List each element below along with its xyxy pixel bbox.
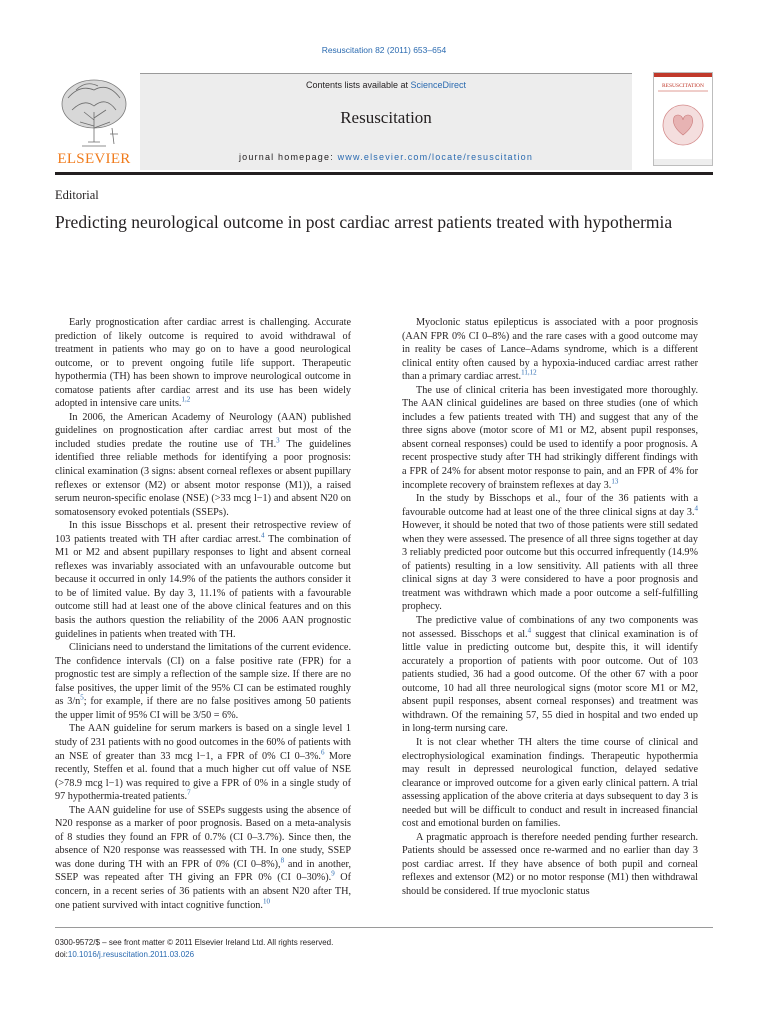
paragraph: The predictive value of combinations of any two components was not assessed. Bisschops et al.$^4$ suggest that clinical examination is of little value in predicting outcome but, despite this, it will identify accurately a proportion of patients with poor outcome. Out of 103 patients studied, 36 had a good outcome. Of the other 67 with a poor outcome, 10 had all three neurological signs (motor score M1 or M2, absent pupil responses, absent corneal responses) and treatment was withdrawn. Of the remaining 57, 55 died in hospital and two ended up in long-term nursing care.: [402, 615, 698, 735]
paragraph: The use of clinical criteria has been investigated more thoroughly. The AAN clinical guidelines are based on three studies (one of which includes a few patients treated with TH) and suggest that any of the three signs above (motor score of M1 or M2, absent pupil responses, absent corneal responses) could be used to identify a poor prognosis. A recent prospective study after TH had strikingly different findings with a FPR of 24% for absent motor response to pain, and an FPR of 4% for incomplete recovery of brainstem reflexes at day 3.13: [402, 384, 698, 491]
paragraph: Early prognostication after cardiac arrest is challenging. Accurate prediction of likely outcome is required to avoid withdrawal of treatment in patients who may go on to have a good neurological outcome, or to prevent ongoing futile life support. Therapeutic hypothermia (TH) has been shown to improve neurological outcome in comatose patients after cardiac arrest and its use has been widely adopted in intensive care units.$^{1,2}$: [55, 317, 351, 410]
reference-link[interactable]: 4: [694, 504, 698, 513]
homepage-link[interactable]: www.elsevier.com/locate/resuscitation: [337, 152, 534, 162]
reference-link[interactable]: 6: [320, 748, 325, 757]
paragraph: Myoclonic status epilepticus is associated with a poor prognosis (AAN FPR 0% CI 0–8%) and the rare cases with a good outcome may in reality be cases of Lance–Adams syndrome, which is a different clinical entity often caused by a hypoxia-induced cardiac arrest rather than a primary cardiac arrest.$^{11,12}$: [402, 317, 698, 383]
reference-link[interactable]: 3: [276, 436, 280, 445]
elsevier-wordmark[interactable]: ELSEVIER: [57, 151, 131, 167]
homepage-prefix: journal homepage:: [238, 152, 338, 162]
tree-icon: [54, 76, 134, 152]
paragraph: In this issue Bisschops et al. present their retrospective review of 103 patients treated with TH after cardiac arrest.$^4$ The combination of M1 or M2 and absent pupillary responses to light and absent corneal reflexes was invariably associated with an unfavourable outcome but because it occurred in only 14.9% of the patients the authors consider it to be of limited value. By day 3, 11.1% of patients with a favourable outcome still had at least one of the above clinical features and on this basis the authors question the reliability of the 2006 AAN prognostic guidelines in patients when treated with TH.: [55, 520, 351, 640]
reference-link[interactable]: 13: [611, 477, 619, 486]
article-title: Predicting neurological outcome in post cardiac arrest patients treated with hypothermia: [55, 212, 673, 232]
journal-homepage: [140, 152, 632, 162]
footer: [55, 937, 333, 961]
cover-image: [654, 73, 712, 165]
header-bottom-rule: [55, 172, 713, 175]
reference-link[interactable]: 4: [261, 531, 265, 540]
paragraph: The AAN guideline for serum markers is based on a single level 1 study of 231 patients with no good outcomes in the 60% of patients with an NSE of greater than 33 mcg l−1, a FPR of 0% CI 0–3%.$^6$ More recently, Steffen et al. found that a much higher cut off value of NSE (>78.9 mcg l−1) was required to give a FPR of 0% in a single study of 97 hypothermia-treated patients.$^7$: [55, 723, 351, 803]
cover-title: RESUSCITATION: [661, 83, 705, 89]
issn-copyright: 0300-9572/$ – see front matter © 2011 Elsevier Ireland Ltd. All rights reserved.: [55, 938, 334, 947]
reference-link[interactable]: 7: [187, 788, 191, 797]
doi-link[interactable]: 10.1016/j.resuscitation.2011.03.026: [67, 950, 195, 959]
journal-citation[interactable]: Resuscitation 82 (2011) 653–654: [321, 45, 447, 55]
reference-link[interactable]: 5: [80, 693, 84, 702]
reference-link[interactable]: 4: [527, 626, 532, 635]
article-section-label: Editorial: [55, 188, 99, 202]
journal-cover-thumbnail[interactable]: [653, 72, 713, 166]
doi-line: [55, 949, 333, 961]
paragraph: Clinicians need to understand the limitations of the current evidence. The confidence intervals (CI) on a false positive rate (FPR) for a prognostic test are simply a reflection of the sample size. If there are no false positives, the upper limit of the 95% CI can be estimated roughly as $3/n^5$; for example, if there are no false positives among 50 patients the upper limit of 95% CI will be 3/50 = 6%.: [55, 642, 351, 721]
reference-link[interactable]: 1,2: [181, 395, 191, 404]
paragraph: It is not clear whether TH alters the time course of clinical and electrophysiological examination findings. Therapeutic hypothermia may result in depressed neurological function, delayed sedative clearance or improved outcome for a given early clinical pattern. A trial assessing application of the above criteria at days subsequent to day 3 is needed but will be difficult to conduct and result in increased financial cost and emotional burden on families.: [402, 736, 698, 830]
journal-title: Resuscitation: [340, 108, 432, 127]
journal-header-box: [140, 74, 632, 170]
reference-link[interactable]: 10: [262, 897, 270, 906]
paragraph: In the study by Bisschops et al., four of the 36 patients with a favourable outcome had at least one of the three clinical signs at day 3.$^4$ However, it should be noted that two of those patients were still sedated when they were assessed. The presence of all three signs together at day 3 reliably predicted poor outcome but this occurred infrequently (14.9% of patients) resulting in a low sensitivity. All patients with all three clinical signs at day 3 were considered to have a poor prognosis and treatment was withdrawn which made a poor outcome a self-fulfilling prophecy.: [402, 493, 698, 613]
footer-rule: [55, 927, 713, 928]
sciencedirect-link[interactable]: ScienceDirect: [410, 80, 467, 90]
body-column-left: [55, 316, 351, 912]
paragraph: The AAN guideline for use of SSEPs suggests using the absence of N20 response as a marker of poor prognosis. Based on a meta-analysis of 8 studies they found an FPR of 0.7% (CI 0–3.7%). Since then, the absence of N20 response was reassessed with TH. In one study, SSEP was done during TH with an FPR of 0% (CI 0–8%),$^8$ and in another, SSEP was repeated after TH giving an FPR 0% (CI 0–30%).$^9$ Of concern, in a recent series of 36 patients with an absent N20 after TH, one patient survived with intact cognitive function.$^{10}$: [55, 804, 351, 911]
body-column-right: [402, 316, 698, 899]
contents-prefix: Contents lists available at: [305, 80, 411, 90]
paragraph: In 2006, the American Academy of Neurology (AAN) published guidelines on prognostication after cardiac arrest but most of the included studies predate the routine use of TH.$^3$ The guidelines identified three reliable methods for identifying a poor prognosis: clinical examination (3 signs: absent corneal reflexes or absent pupillary reflexes or extensor (M2) or absent motor response (M1)), a raised serum neuron-specific enolase (NSE) (>33 mcg l−1) and absent N20 on somatosensory evoked potentials (SSEPs).: [55, 411, 351, 518]
elsevier-logo: [54, 76, 134, 168]
paragraph: A pragmatic approach is therefore needed pending further research. Patients should be assessed once re-warmed and no earlier than day 3 post cardiac arrest. If they have absence of both pupil and corneal reflexes and extensor (M2) or no motor response (M1) then withdrawal should be considered. If true myoclonic status: [402, 831, 698, 897]
contents-line: [140, 80, 632, 90]
reference-link[interactable]: 11,12: [521, 368, 537, 377]
reference-link[interactable]: 9: [331, 870, 335, 879]
doi-label: doi:: [55, 950, 68, 959]
reference-link[interactable]: 8: [280, 856, 285, 865]
